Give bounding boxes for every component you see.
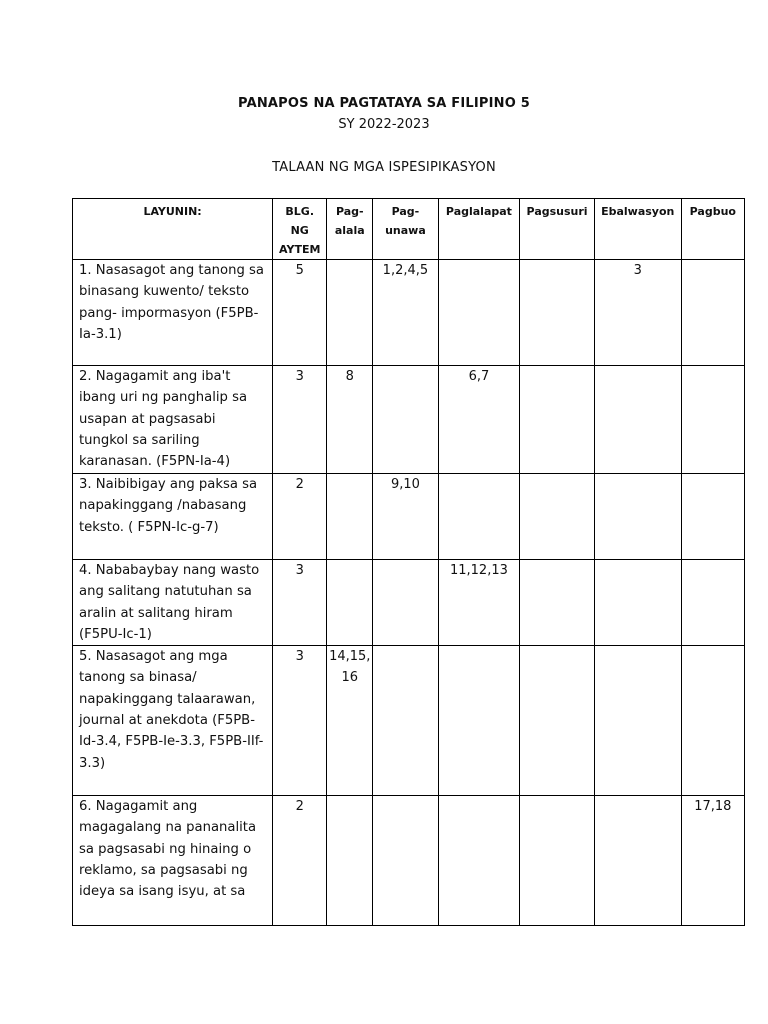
cell-col-ebalwasyon (594, 796, 681, 926)
cell-col-pagsusuri (520, 260, 595, 366)
cell-col-pagbuo (681, 474, 744, 560)
table-row (73, 646, 745, 796)
header-col-layunin: LAYUNIN: (73, 199, 273, 260)
cell-col-ebalwasyon: 3 (594, 260, 681, 366)
cell-col-pag-alala (327, 260, 373, 366)
cell-col-pag-unawa (373, 796, 438, 926)
cell-col-pagsusuri (520, 560, 595, 646)
cell-col-pag-unawa (373, 560, 438, 646)
cell-col-pag-unawa (373, 366, 438, 474)
objective-cell: 5. Nasasagot ang mga tanong sa binasa/ napakinggang talaarawan, journal at anekdota (F5PB-Id-3.4, F5PB-Ie-3.3, F5PB-IIf-3.3) (73, 646, 273, 796)
header-col-ebalwasyon: Ebalwasyon (594, 199, 681, 260)
document-title: PANAPOS NA PAGTATAYA SA FILIPINO 5 (238, 96, 530, 111)
cell-col-pag-alala: 14,15, 16 (327, 646, 373, 796)
cell-col-blg-ng-aytem: 3 (273, 560, 327, 646)
table-row (73, 560, 745, 646)
cell-col-pagbuo (681, 366, 744, 474)
objective-cell: 6. Nagagamit ang magagalang na pananalita sa pagsasabi ng hinaing o reklamo, sa pagsasabi ng ideya sa isang isyu, at sa (73, 796, 273, 926)
cell-col-pagsusuri (520, 796, 595, 926)
objective-cell: 3. Naibibigay ang paksa sa napakinggang /nabasang teksto. ( F5PN-Ic-g-7) (73, 474, 273, 560)
cell-col-pag-alala (327, 796, 373, 926)
cell-col-pagbuo (681, 560, 744, 646)
cell-col-paglalapat: 11,12,13 (438, 560, 520, 646)
cell-col-ebalwasyon (594, 474, 681, 560)
header-col-pagsusuri: Pagsusuri (520, 199, 595, 260)
header-col-paglalapat: Paglalapat (438, 199, 520, 260)
document-subtitle: TALAAN NG MGA ISPESIPIKASYON (272, 160, 496, 175)
cell-col-blg-ng-aytem: 2 (273, 474, 327, 560)
cell-col-paglalapat (438, 796, 520, 926)
header-col-pagbuo: Pagbuo (681, 199, 744, 260)
specifications-table (72, 198, 745, 926)
cell-col-ebalwasyon (594, 366, 681, 474)
cell-col-pagsusuri (520, 646, 595, 796)
table-row (73, 366, 745, 474)
header-col-blg-ng-aytem: BLG. NG AYTEM (273, 199, 327, 260)
cell-col-paglalapat (438, 260, 520, 366)
cell-col-paglalapat (438, 474, 520, 560)
cell-col-pagbuo (681, 646, 744, 796)
cell-col-pagsusuri (520, 366, 595, 474)
cell-col-pagbuo: 17,18 (681, 796, 744, 926)
cell-col-ebalwasyon (594, 560, 681, 646)
table-row (73, 796, 745, 926)
cell-col-blg-ng-aytem: 2 (273, 796, 327, 926)
cell-col-pag-alala (327, 474, 373, 560)
cell-col-paglalapat (438, 646, 520, 796)
cell-col-pag-unawa: 9,10 (373, 474, 438, 560)
table-row (73, 474, 745, 560)
objective-cell: 1. Nasasagot ang tanong sa binasang kuwento/ teksto pang- impormasyon (F5PB-Ia-3.1) (73, 260, 273, 366)
school-year: SY 2022-2023 (338, 117, 430, 132)
cell-col-blg-ng-aytem: 5 (273, 260, 327, 366)
cell-col-blg-ng-aytem: 3 (273, 646, 327, 796)
cell-col-pagsusuri (520, 474, 595, 560)
cell-col-pag-unawa: 1,2,4,5 (373, 260, 438, 366)
header-col-pag-alala: Pag- alala (327, 199, 373, 260)
table-body (73, 260, 745, 926)
cell-col-blg-ng-aytem: 3 (273, 366, 327, 474)
cell-col-pag-alala (327, 560, 373, 646)
header-col-pag-unawa: Pag- unawa (373, 199, 438, 260)
cell-col-pag-alala: 8 (327, 366, 373, 474)
table-row (73, 260, 745, 366)
objective-cell: 4. Nababaybay nang wasto ang salitang natutuhan sa aralin at salitang hiram (F5PU-Ic-1) (73, 560, 273, 646)
cell-col-paglalapat: 6,7 (438, 366, 520, 474)
cell-col-pag-unawa (373, 646, 438, 796)
cell-col-pagbuo (681, 260, 744, 366)
cell-col-ebalwasyon (594, 646, 681, 796)
objective-cell: 2. Nagagamit ang iba't ibang uri ng panghalip sa usapan at pagsasabi tungkol sa sariling karanasan. (F5PN-Ia-4) (73, 366, 273, 474)
table-header-row (73, 199, 745, 260)
